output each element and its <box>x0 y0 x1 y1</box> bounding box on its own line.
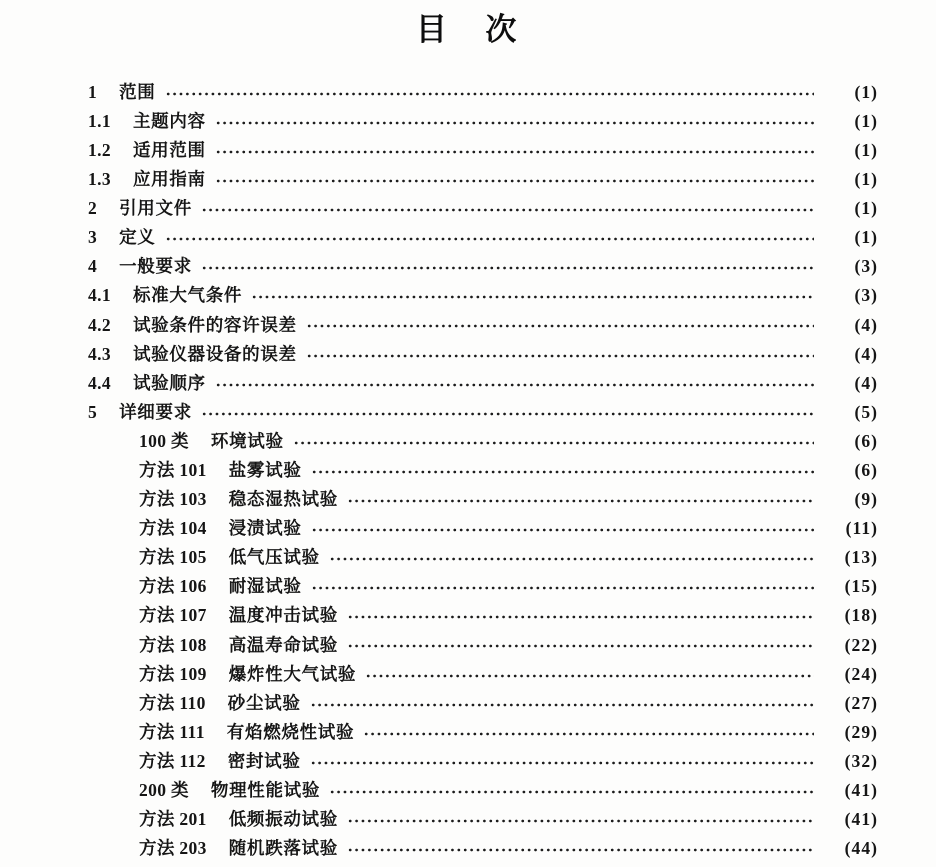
entry-page: (5) <box>854 401 878 422</box>
toc-entry <box>88 689 878 718</box>
entry-title: 适用范围 <box>132 139 206 160</box>
toc-entry <box>88 631 878 660</box>
entry-number: 方法 103 <box>139 489 207 510</box>
entry-page: (1) <box>854 169 878 190</box>
toc-entry <box>88 340 878 369</box>
entry-number: 1 <box>88 81 98 102</box>
dot-leader <box>311 514 814 543</box>
dot-leader <box>215 369 814 398</box>
entry-number: 方法 109 <box>139 663 207 684</box>
entry-number: 4.1 <box>88 285 111 306</box>
entry-title: 耐湿试验 <box>228 576 302 597</box>
dot-leader <box>201 253 814 282</box>
dot-leader <box>347 602 814 631</box>
dot-leader <box>165 223 814 252</box>
toc-entry <box>88 805 878 834</box>
page-title: 目 次 <box>415 12 521 47</box>
entry-title: 盐雾试验 <box>228 460 302 481</box>
toc-entry <box>88 398 878 427</box>
entry-title: 砂尘试验 <box>227 692 301 713</box>
entry-title: 试验顺序 <box>132 372 206 393</box>
entry-page: (18) <box>844 605 878 626</box>
entry-number: 方法 105 <box>139 547 207 568</box>
entry-page: (9) <box>854 489 878 510</box>
entry-page: (41) <box>844 780 878 801</box>
dot-leader <box>215 136 814 165</box>
toc-entry <box>88 485 878 514</box>
entry-title: 物理性能试验 <box>210 780 321 801</box>
entry-title: 爆炸性大气试验 <box>228 663 357 684</box>
entry-title: 应用指南 <box>132 169 206 190</box>
entry-title: 高温寿命试验 <box>228 634 338 655</box>
entry-page: (29) <box>844 721 878 742</box>
dot-leader <box>347 805 814 834</box>
entry-title: 标准大气条件 <box>132 285 243 306</box>
entry-title: 低气压试验 <box>228 547 320 568</box>
entry-page: (4) <box>854 372 878 393</box>
entry-page: (32) <box>844 750 878 771</box>
entry-page: (3) <box>854 285 878 306</box>
entry-page: (4) <box>854 343 878 364</box>
entry-number: 方法 107 <box>139 605 207 626</box>
dot-leader <box>311 456 814 485</box>
dot-leader <box>363 718 814 747</box>
entry-page: (1) <box>854 110 878 131</box>
dot-leader <box>251 282 814 311</box>
entry-title: 一般要求 <box>119 256 192 277</box>
entry-number: 4.2 <box>88 314 111 335</box>
entry-number: 4 <box>88 256 98 277</box>
dot-leader <box>201 194 814 223</box>
entry-title: 随机跌落试验 <box>228 838 338 859</box>
dot-leader <box>329 776 814 805</box>
toc-entry <box>88 514 878 543</box>
toc-entry <box>88 427 878 456</box>
entry-number: 200 类 <box>139 780 189 801</box>
entry-page: (6) <box>854 430 878 451</box>
dot-leader <box>293 427 814 456</box>
toc-entry <box>88 253 878 282</box>
dot-leader <box>215 165 814 194</box>
entry-title: 低频振动试验 <box>228 809 338 830</box>
entry-number: 2 <box>88 198 98 219</box>
entry-page: (1) <box>854 81 878 102</box>
entry-page: (11) <box>845 518 878 539</box>
toc-entry <box>88 165 878 194</box>
toc-entry <box>88 747 878 776</box>
entry-page: (1) <box>854 227 878 248</box>
toc-entry <box>88 78 878 107</box>
dot-leader <box>365 660 814 689</box>
entry-page: (3) <box>854 256 878 277</box>
toc-entry <box>88 194 878 223</box>
entry-page: (24) <box>844 663 878 684</box>
entry-title: 主题内容 <box>132 110 206 131</box>
toc-entry <box>88 573 878 602</box>
toc-entry <box>88 311 878 340</box>
dot-leader <box>306 311 814 340</box>
entry-number: 100 类 <box>139 430 189 451</box>
entry-number: 方法 106 <box>139 576 207 597</box>
dot-leader <box>311 573 814 602</box>
entry-title: 环境试验 <box>210 430 284 451</box>
entry-number: 1.3 <box>88 169 111 190</box>
entry-number: 4.4 <box>88 372 111 393</box>
toc-list <box>0 44 936 864</box>
entry-number: 方法 104 <box>139 518 207 539</box>
toc-entry <box>88 136 878 165</box>
entry-number: 方法 203 <box>139 838 207 859</box>
toc-entry <box>88 282 878 311</box>
entry-title: 试验仪器设备的误差 <box>132 343 297 364</box>
entry-page: (6) <box>854 460 878 481</box>
entry-number: 1.1 <box>88 110 111 131</box>
entry-title: 密封试验 <box>227 750 301 771</box>
toc-entry <box>88 107 878 136</box>
toc-entry <box>88 223 878 252</box>
entry-page: (22) <box>844 634 878 655</box>
dot-leader <box>347 631 814 660</box>
entry-page: (1) <box>854 198 878 219</box>
toc-entry <box>88 602 878 631</box>
entry-title: 范围 <box>119 81 156 102</box>
entry-number: 方法 108 <box>139 634 207 655</box>
entry-page: (4) <box>854 314 878 335</box>
toc-entry <box>88 369 878 398</box>
entry-page: (27) <box>844 692 878 713</box>
entry-title: 详细要求 <box>119 401 192 422</box>
entry-title: 有焰燃烧性试验 <box>226 721 355 742</box>
entry-title: 稳态湿热试验 <box>228 489 338 510</box>
dot-leader <box>215 107 814 136</box>
entry-title: 浸渍试验 <box>228 518 302 539</box>
entry-title: 引用文件 <box>119 198 192 219</box>
entry-page: (44) <box>844 838 878 859</box>
entry-page: (15) <box>844 576 878 597</box>
entry-number: 1.2 <box>88 139 111 160</box>
dot-leader <box>347 834 814 863</box>
dot-leader <box>310 689 814 718</box>
dot-leader <box>201 398 814 427</box>
entry-number: 4.3 <box>88 343 111 364</box>
entry-title: 定义 <box>119 227 156 248</box>
entry-page: (1) <box>854 139 878 160</box>
entry-title: 温度冲击试验 <box>228 605 338 626</box>
toc-entry <box>88 660 878 689</box>
toc-entry <box>88 776 878 805</box>
toc-entry <box>88 718 878 747</box>
dot-leader <box>306 340 814 369</box>
dot-leader <box>329 544 814 573</box>
entry-number: 方法 101 <box>139 460 207 481</box>
entry-number: 方法 111 <box>139 721 205 742</box>
entry-title: 试验条件的容许误差 <box>132 314 297 335</box>
entry-number: 方法 201 <box>139 809 207 830</box>
entry-page: (41) <box>844 809 878 830</box>
toc-entry <box>88 544 878 573</box>
entry-number: 方法 112 <box>139 750 206 771</box>
dot-leader <box>310 747 814 776</box>
toc-entry <box>88 456 878 485</box>
entry-number: 5 <box>88 401 98 422</box>
toc-entry <box>88 834 878 863</box>
dot-leader <box>347 485 814 514</box>
entry-number: 方法 110 <box>139 692 206 713</box>
entry-page: (13) <box>844 547 878 568</box>
entry-number: 3 <box>88 227 98 248</box>
dot-leader <box>165 78 814 107</box>
